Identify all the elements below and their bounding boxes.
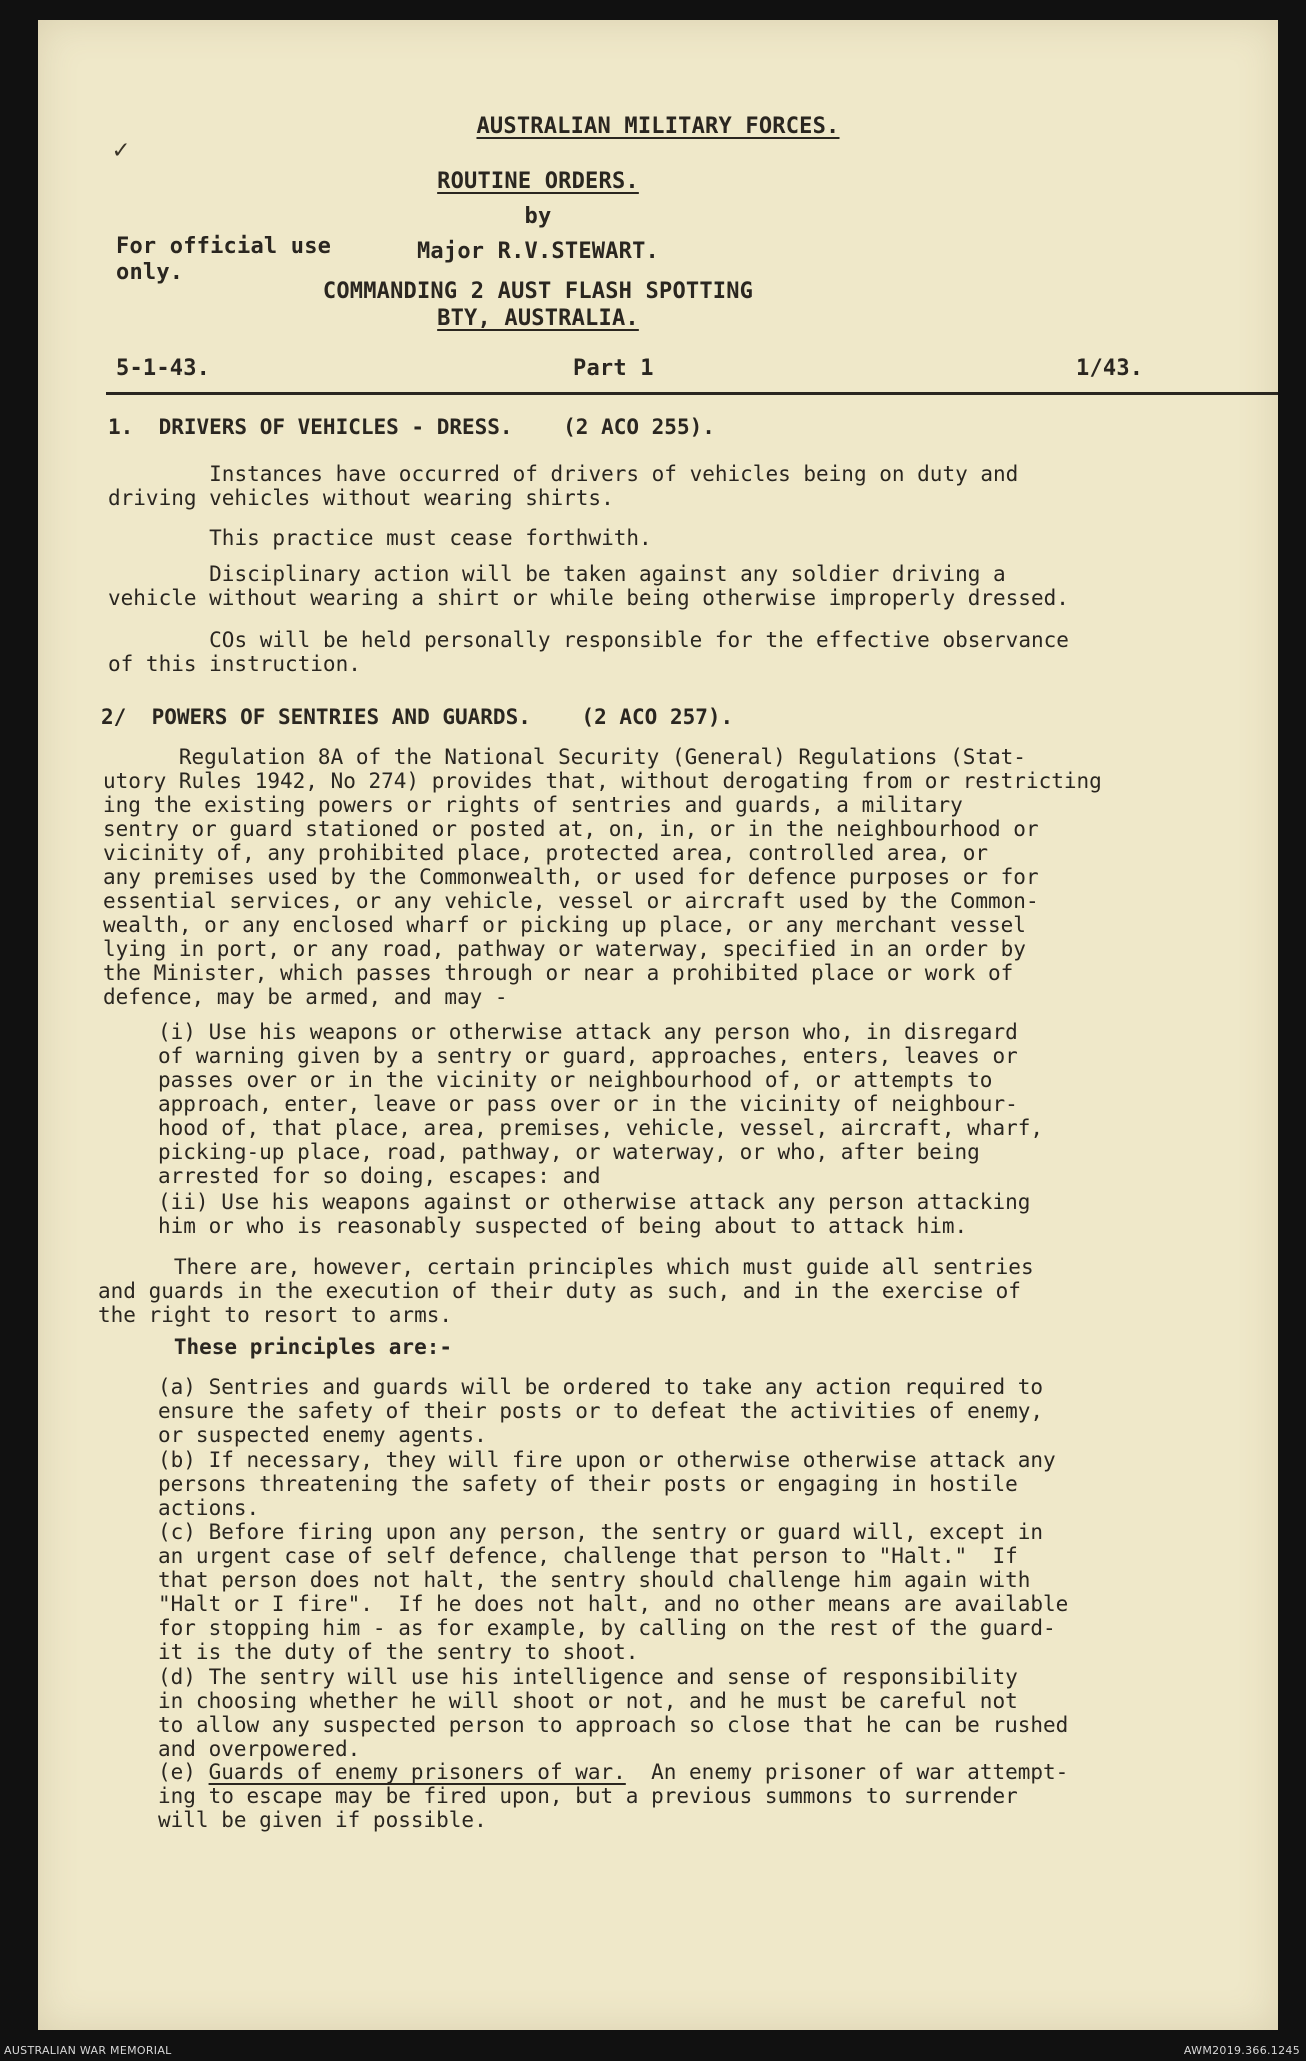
by-line: by xyxy=(524,204,552,229)
pencil-tick-mark: ✓ xyxy=(113,135,129,165)
org-heading: AUSTRALIAN MILITARY FORCES. xyxy=(476,114,840,139)
section-1-para-1: Instances have occurred of drivers of vehicles being on duty and driving vehicles without wearing shirts. xyxy=(108,462,1019,510)
footer-accession: AWM2019.366.1245 xyxy=(1183,2044,1300,2057)
principle-b: (b) If necessary, they will fire upon or otherwise otherwise attack any persons threatening the safety of their posts or engaging in hostile actions. xyxy=(158,1448,1056,1520)
doc-type-heading: ROUTINE ORDERS. xyxy=(437,169,639,194)
principle-e-label: (e) xyxy=(158,1760,209,1784)
section-1-para-3: Disciplinary action will be taken against any soldier driving a vehicle without wearing a shirt or while being otherwise improperly dressed. xyxy=(108,562,1069,610)
principle-d: (d) The sentry will use his intelligence and sense of responsibility in choosing whether he will shoot or not, and he must be careful not to allow any suspected person to approach so close that he can be rushed and overpowered. xyxy=(158,1665,1069,1761)
command-line-1: COMMANDING 2 AUST FLASH SPOTTING xyxy=(322,279,754,304)
principles-are: These principles are:- xyxy=(98,1335,453,1359)
section-2-heading: 2/ POWERS OF SENTRIES AND GUARDS. (2 ACO 257). xyxy=(101,705,734,729)
order-part: Part 1 xyxy=(573,356,654,381)
principle-e-underlined: Guards of enemy prisoners of war. xyxy=(208,1760,626,1784)
section-1-para-2: This practice must cease forthwith. xyxy=(108,526,652,550)
section-2-item-i: (i) Use his weapons or otherwise attack any person who, in disregard of warning given by a sentry or guard, approaches, enters, leaves or passes over or in the vicinity or neighbourhood of, or attempts to approach, enter, leave or pass over or in the vicinity of neighbour- hood of, that place, area, premises, vehicle, vessel, aircraft, wharf, picking-up place, road, pathway, or waterway, or who, after being arrested for so doing, escapes: and xyxy=(158,1020,1044,1188)
principle-a: (a) Sentries and guards will be ordered to take any action required to ensure the safety of their posts or to defeat the activities of enemy, or suspected enemy agents. xyxy=(158,1375,1044,1447)
header-rule xyxy=(106,392,1278,395)
section-2-intro: Regulation 8A of the National Security (General) Regulations (Stat- utory Rules 1942, No 274) provides that, without derogating from or restricting ing the existing powers or rights of sentries and guards, a military sentry or guard stationed or posted at, on, in, or in the neighbourhood or vicinity of, any prohibited place, protected area, controlled area, or any premises used by the Commonwealth, or used for defence purposes or for essential services, or any vehicle, vessel or aircraft used by the Common- wealth, or any enclosed wharf or picking up place, or any merchant vessel lying in port, or any road, pathway or waterway, specified in an order by the Minister, which passes through or near a prohibited place or work of defence, may be armed, and may - xyxy=(103,745,1102,1009)
order-date: 5-1-43. xyxy=(116,356,211,381)
section-2-item-ii: (ii) Use his weapons against or otherwise attack any person attacking him or who is reasonably suspected of being about to attack him. xyxy=(158,1190,1031,1238)
section-1-heading: 1. DRIVERS OF VEHICLES - DRESS. (2 ACO 255). xyxy=(108,415,715,439)
command-line-2: BTY, AUSTRALIA. xyxy=(437,306,639,331)
principle-c: (c) Before firing upon any person, the sentry or guard will, except in an urgent case of self defence, challenge that person to "Halt." If that person does not halt, the sentry should challenge him again with "Halt or I fire". If he does not halt, and no other means are available for stopping him - as for example, by calling on the rest of the guard- it is the duty of the sentry to shoot. xyxy=(158,1520,1069,1664)
document-page xyxy=(38,20,1278,2030)
order-number: 1/43. xyxy=(1076,356,1144,381)
officer-name: Major R.V.STEWART. xyxy=(416,239,659,264)
principle-e-rest: An enemy prisoner of war attempt- ing to escape may be fired upon, but a previous summons to surrender will be given if possible. xyxy=(158,1760,1069,1832)
section-1-para-4: COs will be held personally responsible for the effective observance of this instruction. xyxy=(108,628,1069,676)
footer-institution: AUSTRALIAN WAR MEMORIAL xyxy=(4,2044,172,2057)
principles-intro: There are, however, certain principles which must guide all sentries and guards in the execution of their duty as such, and in the exercise of the right to resort to arms. xyxy=(98,1255,1034,1327)
classification-note: For official use only. xyxy=(116,234,332,285)
principle-e xyxy=(158,1760,1068,1832)
